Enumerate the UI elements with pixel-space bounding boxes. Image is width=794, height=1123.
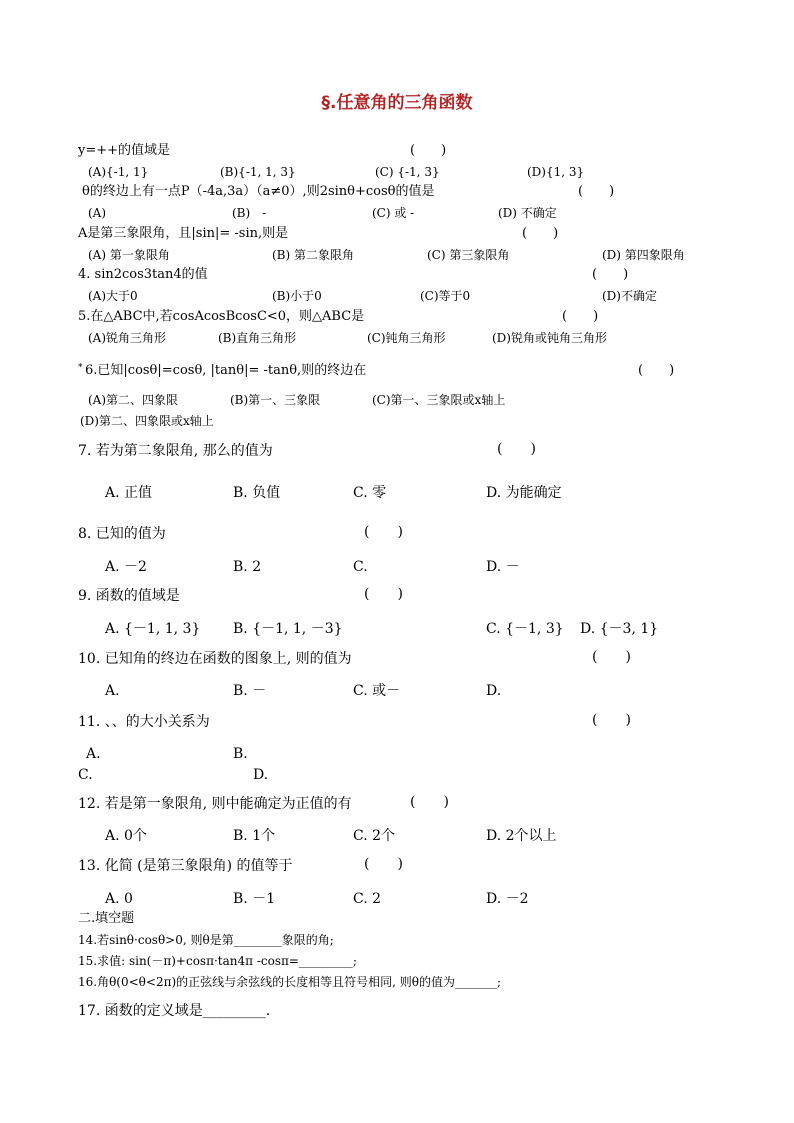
option-a: (A)第二、四象限 [88, 393, 179, 407]
option-a: A. 正值 [105, 485, 153, 501]
option-d: (D)第二、四象限或x轴上 [80, 414, 214, 428]
option-a: (A) [88, 206, 107, 220]
option-c: (C) 或 - [372, 206, 415, 220]
option-d: D. －2 [486, 891, 529, 907]
option-b: (B){-1, 1, 3} [220, 165, 296, 179]
option-d: (D) 第四象限角 [602, 248, 685, 262]
question-11-stem: 11. 、、的大小关系为 [78, 714, 210, 730]
answer-paren: ( ) [364, 524, 403, 540]
answer-paren: ( ) [592, 712, 631, 728]
answer-paren: ( ) [562, 309, 599, 324]
option-a: A. [86, 746, 101, 762]
option-c: (C) {-1, 3} [375, 165, 440, 179]
question-6-stem: 6.已知|cosθ|=cosθ, |tanθ|= -tanθ,则的终边在 [85, 363, 367, 378]
option-c: (C)钝角三角形 [367, 331, 446, 345]
option-b: B. 2 [233, 559, 262, 575]
question-16: 16.角θ(0<θ<2π)的正弦线与余弦线的长度相等且符号相同, 则θ的值为_______; [78, 975, 502, 989]
star-mark: * [78, 363, 83, 373]
question-2-stem: θ的终边上有一点P（-4a,3a）（a≠0）,则2sinθ+cosθ的值是 [82, 184, 435, 199]
option-c: (C)第一、三象限或x轴上 [372, 393, 506, 407]
option-b: (B) 第二象限角 [272, 248, 354, 262]
option-a: (A){-1, 1} [88, 165, 149, 179]
option-b: (B)小于0 [272, 289, 322, 303]
answer-paren: ( ) [638, 363, 675, 378]
question-4-stem: 4. sin2cos3tan4的值 [78, 267, 208, 282]
answer-paren: ( ) [522, 226, 559, 241]
option-a: (A)锐角三角形 [88, 331, 167, 345]
option-c: (C)等于0 [420, 289, 471, 303]
option-b: B. 1个 [233, 828, 276, 844]
option-b: (B)第一、三象限 [230, 393, 321, 407]
option-d: (D) 不确定 [498, 206, 557, 220]
option-a: A. {－1, 1, 3} [105, 621, 201, 637]
page-title: §.任意角的三角函数 [321, 93, 473, 113]
question-3-stem: A是第三象限角，且|sin|= -sin,则是 [78, 226, 289, 241]
answer-paren: ( ) [410, 143, 447, 158]
question-12-stem: 12. 若是第一象限角, 则中能确定为正值的有 [78, 796, 352, 812]
question-9-stem: 9. 函数的值域是 [78, 588, 180, 604]
option-b: (B)直角三角形 [218, 331, 297, 345]
question-5-stem: 5.在△ABC中,若cosAcosBcosC<0，则△ABC是 [78, 309, 365, 324]
question-17: 17. 函数的定义域是_________. [78, 1003, 271, 1019]
answer-paren: ( ) [364, 856, 403, 872]
question-13-stem: 13. 化简 (是第三象限角) 的值等于 [78, 858, 293, 874]
option-b: (B) - [232, 206, 267, 220]
option-d: D. 2个以上 [486, 828, 557, 844]
option-d: D. [253, 767, 269, 783]
option-c: C. 零 [353, 485, 387, 501]
option-b: B. 负值 [233, 485, 281, 501]
option-d: D. － [486, 559, 520, 575]
option-d: (D)不确定 [602, 289, 657, 303]
answer-paren: ( ) [364, 586, 403, 602]
question-10-stem: 10. 已知角的终边在函数的图象上, 则的值为 [78, 651, 352, 667]
question-1-stem: y=++的值域是 [78, 143, 171, 158]
option-b: B. {－1, 1, －3} [233, 621, 343, 637]
option-d: D. [486, 683, 502, 699]
option-d: (D){1, 3} [527, 165, 585, 179]
section-heading: 二.填空题 [78, 911, 135, 926]
answer-paren: ( ) [497, 441, 536, 457]
option-d: D. {－3, 1} [580, 621, 659, 637]
question-7-stem: 7. 若为第二象限角, 那么的值为 [78, 443, 273, 459]
answer-paren: ( ) [410, 794, 449, 810]
option-a: (A)大于0 [88, 289, 138, 303]
option-b: B. －1 [233, 891, 276, 907]
option-c: C. 2个 [353, 828, 396, 844]
option-c: C. 或－ [353, 683, 401, 699]
option-a: A. 0个 [105, 828, 147, 844]
question-8-stem: 8. 已知的值为 [78, 526, 166, 542]
answer-paren: ( ) [592, 267, 629, 282]
option-a: A. －2 [105, 559, 147, 575]
option-c: (C) 第三象限角 [427, 248, 510, 262]
option-a: A. 0 [105, 891, 133, 907]
answer-paren: ( ) [592, 649, 631, 665]
option-d: D. 为能确定 [486, 485, 562, 501]
option-d: (D)锐角或钝角三角形 [492, 331, 607, 345]
option-c: C. [78, 767, 93, 783]
question-15: 15.求值: sin(－π)+cosπ·tan4π -cosπ=_________; [78, 954, 357, 968]
option-c: C. {－1, 3} [486, 621, 564, 637]
option-a: (A) 第一象限角 [88, 248, 170, 262]
question-14: 14.若sinθ·cosθ>0, 则θ是第________象限的角; [78, 933, 334, 947]
option-c: C. 2 [353, 891, 382, 907]
option-b: B. － [233, 683, 267, 699]
answer-paren: ( ) [578, 184, 615, 199]
option-c: C. [353, 559, 368, 575]
option-b: B. [233, 746, 248, 762]
option-a: A. [105, 683, 120, 699]
